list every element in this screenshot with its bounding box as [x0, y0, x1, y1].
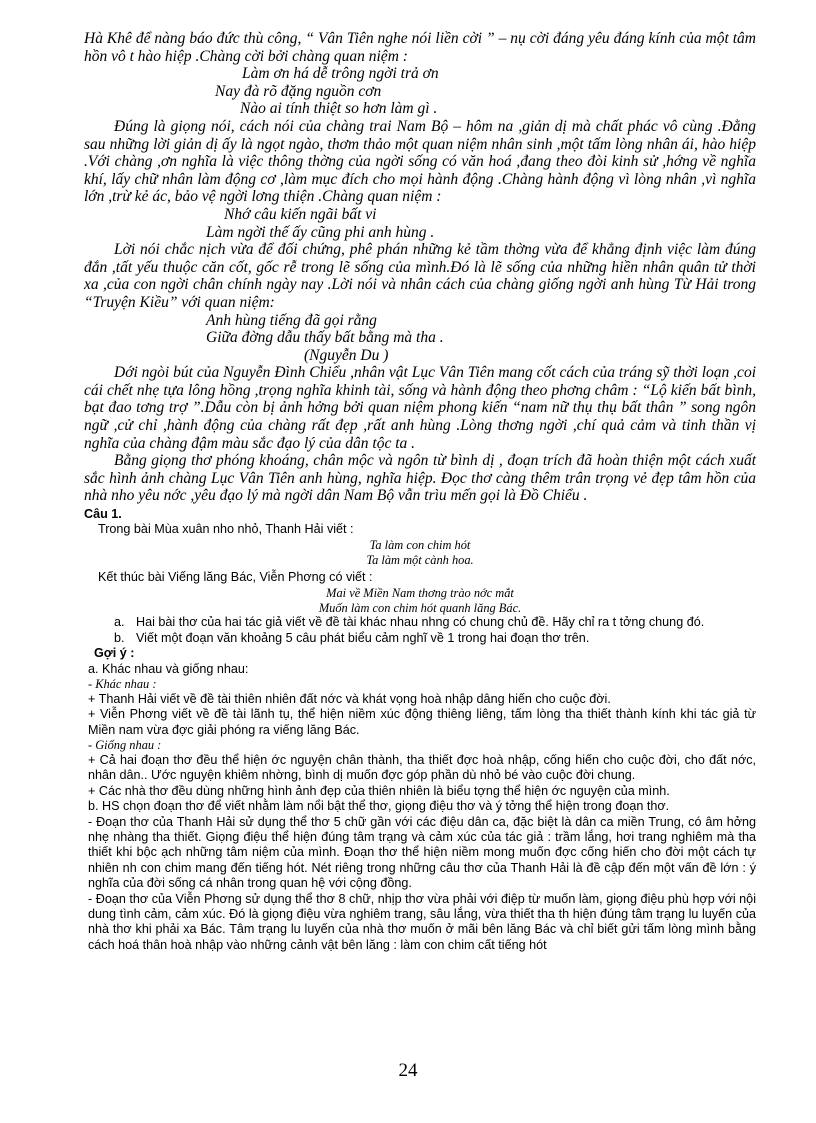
- poem-line: Nào ai tính thiệt so hơn làm gì .: [240, 100, 438, 118]
- essay-paragraph-4: Dới ngòi bút của Nguyễn Đình Chiểu ,nhân vật Lục Vân Tiên mang cốt cách của tráng sỹ thời loạn ,coi cái chết nhẹ tựa lông hồng ,trọng nghĩa khinh tài, sống và hành động theo phơng châm : “Lộ kiến bất bình, bạt đao tơng trợ ”.Dẫu còn bị ảnh hởng bởi quan niệm phong kiến “nam nữ thụ thụ bất thân ” song ngôn ngữ ,cử chỉ ,hành động của chàng rất đẹp ,rất anh hùng .Lòng thơng ngời ,chí quả cảm và tinh thần vị nghĩa của chàng đậm màu sắc đạo lý của dân tộc ta .: [84, 364, 756, 452]
- task-marker: b.: [114, 630, 125, 645]
- essay-paragraph-2: Đúng là giọng nói, cách nói của chàng trai Nam Bộ – hôm na ,giản dị mà chất phác vô cùng .Đằng sau những lời giản dị ấy là ngọt ngào, thơm thảo một quan niệm nhân sinh ,một tấm lòng nhân ái, hào hiệp .Với chàng ,ơn nghĩa là việc thông thờng của ngời sống có văn hoá ,đang theo đòi kinh sử ,hớng về nghĩa khí, lấy chữ nhân làm động cơ ,làm mục đích cho mọi hành động .Chàng hành động vì lòng nhân ,vì nghĩa lớn ,trừ kẻ ác, bảo vệ ngời lơng thiện .Chàng quan niệm :: [84, 117, 756, 206]
- task-text: Hai bài thơ của hai tác giả viết về đề tài khác nhau nhng có chung chủ đề. Hãy chỉ ra t tởng chung đó.: [136, 615, 705, 630]
- question-intro-1: Trong bài Mùa xuân nho nhỏ, Thanh Hải viết :: [98, 522, 354, 537]
- poem-line: Anh hùng tiếng đã gọi rằng: [206, 311, 377, 329]
- poem-line: Giữa đờng dẫu thấy bất bằng mà tha .: [206, 329, 444, 347]
- task-item: [114, 631, 756, 646]
- page-number: 24: [398, 1060, 418, 1081]
- guide-same-2: + Các nhà thơ đều dùng những hình ảnh đẹp của thiên nhiên là biểu tợng thể hiện ớc nguyện của mình.: [88, 783, 670, 798]
- essay-paragraph-3: Lời nói chắc nịch vừa để đối chứng, phê phán những kẻ tầm thờng vừa để khẳng định việc làm đúng đắn ,tất yếu thuộc căn cốt, gốc rễ trong lẽ sống của mình.Đó là lẽ sống của những hiền nhân quân tử thời xa ,của con ngời chân chính ngày nay .Lời nói và nhân cách của chàng giống ngời anh hùng Từ Hải trong “Truyện Kiều” với quan niệm:: [84, 241, 756, 311]
- poem-line: Nay đà rõ đặng nguồn cơn: [215, 82, 382, 100]
- verse-line: Muốn làm con chim hót quanh lăng Bác.: [318, 600, 522, 615]
- task-marker: a.: [114, 615, 125, 630]
- verse-line: Mai về Miền Nam thơng trào nớc mắt: [326, 585, 514, 600]
- guide-b-2: - Đoạn thơ của Viễn Phơng sử dụng thể thơ 8 chữ, nhịp thơ vừa phải với điệp từ muốn làm, giọng điệu phù hợp với nội dung tình cảm, cảm xúc. Đó là giọng điệu vừa nghiêm trang, sâu lắng, vừa thiết tha th hiện đúng tâm trạng lu luyến của nhà thơ khi phải xa Bác. Tâm trạng lu luyến của nhà thơ muốn ở mãi bên lăng Bác và chỉ biết gửi tấm lòng mình bằng cách hoá thân hoà nhập vào những cảnh vật bên lăng : làm con chim cất tiếng hót: [88, 891, 756, 952]
- task-list: [84, 615, 756, 646]
- guide-b-title: b. HS chọn đoạn thơ để viết nhằm làm nổi bật thể thơ, giọng điệu thơ và ý tởng thể hiện trong đoạn thơ.: [88, 799, 670, 814]
- guide-diff-label: - Khác nhau :: [88, 677, 157, 692]
- guide-diff-2: + Viễn Phơng viết về đề tài lãnh tụ, thể hiện niềm xúc động thiêng liêng, tấm lòng tha thiết thành kính khi tác giả từ Miền nam vừa đợc giải phóng ra viếng lăng Bác.: [88, 707, 756, 737]
- guide-heading: Gợi ý :: [94, 646, 135, 661]
- guide-diff-1: + Thanh Hải viết về đề tài thiên nhiên đất nớc và khát vọng hoà nhập dâng hiến cho cuộc đời.: [88, 691, 611, 706]
- document-page: [84, 30, 756, 953]
- guide-same-label: - Giống nhau :: [88, 738, 162, 753]
- verse-line: Ta làm một cành hoa.: [366, 552, 474, 567]
- poem-author: (Nguyễn Du ): [304, 346, 389, 364]
- poem-line: Làm ngời thế ấy cũng phi anh hùng .: [206, 223, 435, 241]
- poem-line: Làm ơn há dễ trông ngời trả ơn: [242, 65, 439, 83]
- task-item: [114, 615, 756, 630]
- task-text: Viết một đoạn văn khoảng 5 câu phát biểu cảm nghĩ về 1 trong hai đoạn thơ trên.: [136, 630, 590, 645]
- essay-paragraph-5: Bằng giọng thơ phóng khoáng, chân mộc và ngôn từ bình dị , đoạn trích đã hoàn thiện một cách xuất sắc hình ảnh chàng Lục Vân Tiên anh hùng, nghĩa hiệp. Đọc thơ càng thêm trân trọng vẻ đẹp tâm hồn của nhà nho yêu nớc ,yêu đạo lý mà ngời dân Nam Bộ vẫn trìu mến gọi là Đồ Chiểu .: [84, 452, 756, 505]
- guide-b-1: - Đoạn thơ của Thanh Hải sử dụng thể thơ 5 chữ gần với các điệu dân ca, đặc biệt là dân ca miền Trung, có âm hởng nhẹ nhàng tha thiết. Giọng điệu thể hiện đúng tâm trạng và cảm xúc của tác giả : trầm lắng, hơi trang nghiêm mà tha thiết khi bộc ạch những tâm niệm của mình. Đoạn thơ thể hiện niềm mong muốn đợc cống hiến cho đời một cách tự nhiên nh con chim mang đến tiếng hót. Nét riêng trong những câu thơ của Thanh Hải là đề cập đến một vấn đề lớn : ý nghĩa của đời sống cá nhân trong quan hệ với cộng đồng.: [88, 814, 756, 891]
- question-intro-2: Kết thúc bài Viếng lăng Bác, Viễn Phơng có viết :: [98, 570, 373, 585]
- poem-line: Nhớ câu kiến ngãi bất vi: [224, 205, 377, 223]
- question-heading: Câu 1.: [84, 507, 122, 522]
- guide-same-1: + Cả hai đoạn thơ đều thể hiện ớc nguyện chân thành, tha thiết đợc hoà nhập, cống hiến cho cuộc đời, cho đất nớc, nhân dân.. Ước nguyện khiêm nhờng, bình dị muốn đợc góp phần dù nhỏ bé vào cuộc đời chung.: [88, 752, 756, 783]
- verse-line: Ta làm con chim hót: [369, 537, 471, 552]
- essay-paragraph-1: Hà Khê để nàng báo đức thù công, “ Vân Tiên nghe nói liền cời ” – nụ cời đáng yêu đáng kính của một tâm hồn vô t hào hiệp .Chàng cời bởi chàng quan niệm :: [84, 30, 756, 65]
- guide-a-title: a. Khác nhau và giống nhau:: [88, 661, 249, 676]
